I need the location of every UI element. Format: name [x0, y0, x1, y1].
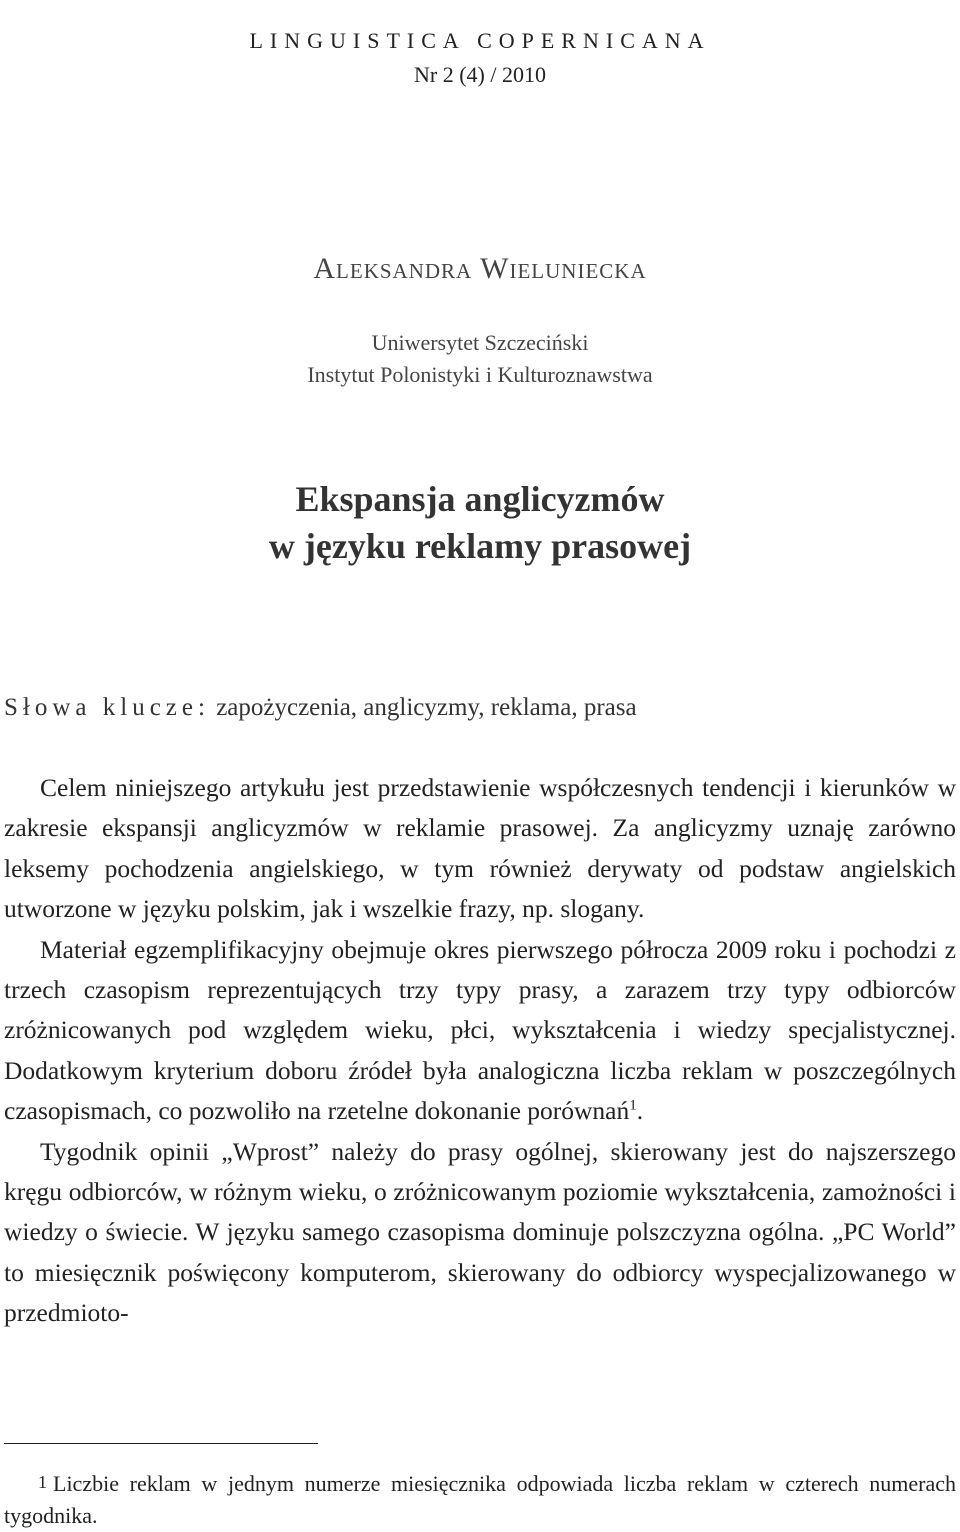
journal-name: LINGUISTICA COPERNICANA	[249, 28, 711, 53]
footnote-1	[4, 1466, 956, 1532]
author-affiliation-university: Uniwersytet Szczeciński	[371, 330, 589, 355]
paragraph-2	[4, 930, 956, 1132]
keywords-text: zapożyczenia, anglicyzmy, reklama, prasa	[216, 694, 637, 721]
paragraph-1: Celem niniejszego artykułu jest przedstawienie współczesnych tendencji i kierunków w zakresie ekspansji anglicyzmów w reklamie prasowej. Za anglicyzmy uznaję zarówno leksemy pochodzenia angielskiego, w tym również derywaty od podstaw angielskich utworzone w języku polskim, jak i wszelkie frazy, np. slogany.	[4, 773, 956, 924]
article-title-line1: Ekspansja anglicyzmów	[295, 479, 665, 519]
author-affiliation-institute: Instytut Polonistyki i Kulturoznawstwa	[307, 362, 653, 387]
article-title-line2: w języku reklamy prasowej	[268, 526, 692, 566]
footnote-text: Liczbie reklam w jednym numerze miesięcznika odpowiada liczba reklam w czterech numerach tygodnika.	[4, 1471, 956, 1528]
paragraph-3: Tygodnik opinii „Wprost” należy do prasy ogólnej, skierowany jest do najszerszego kręgu odbiorców, w różnym wieku, o zróżnicowanym poziomie wykształcenia, zamożności i wiedzy o świecie. W języku samego czasopisma dominuje polszczyzna ogólna. „PC World” to miesięcznik poświęcony komputerom, skierowany do odbiorcy wyspecjalizowanego w przedmioto-	[4, 1136, 956, 1328]
paragraph-2-end: .	[636, 1096, 644, 1126]
footnote-number: 1	[38, 1472, 47, 1492]
keywords-label: Słowa klucze:	[4, 694, 210, 721]
author-name: Aleksandra Wieluniecka	[313, 252, 647, 285]
issue-number: Nr 2 (4) / 2010	[414, 62, 546, 87]
paragraph-2-text: Materiał egzemplifikacyjny obejmuje okres pierwszego półrocza 2009 roku i pochodzi z trzech czasopism reprezentujących trzy typy prasy, a zarazem trzy typy odbiorców zróżnicowanych pod względem wieku, płci, wykształcenia i wiedzy specjalistycznej. Dodatkowym kryterium doboru źródeł była analogiczna liczba reklam w poszczególnych czasopismach, co pozwoliło na rzetelne dokonanie porównań	[4, 934, 956, 1126]
keywords	[4, 694, 956, 722]
footnote-reference[interactable]: 1	[629, 1097, 637, 1114]
footnote-divider	[4, 1443, 318, 1444]
article-body	[4, 768, 956, 1334]
